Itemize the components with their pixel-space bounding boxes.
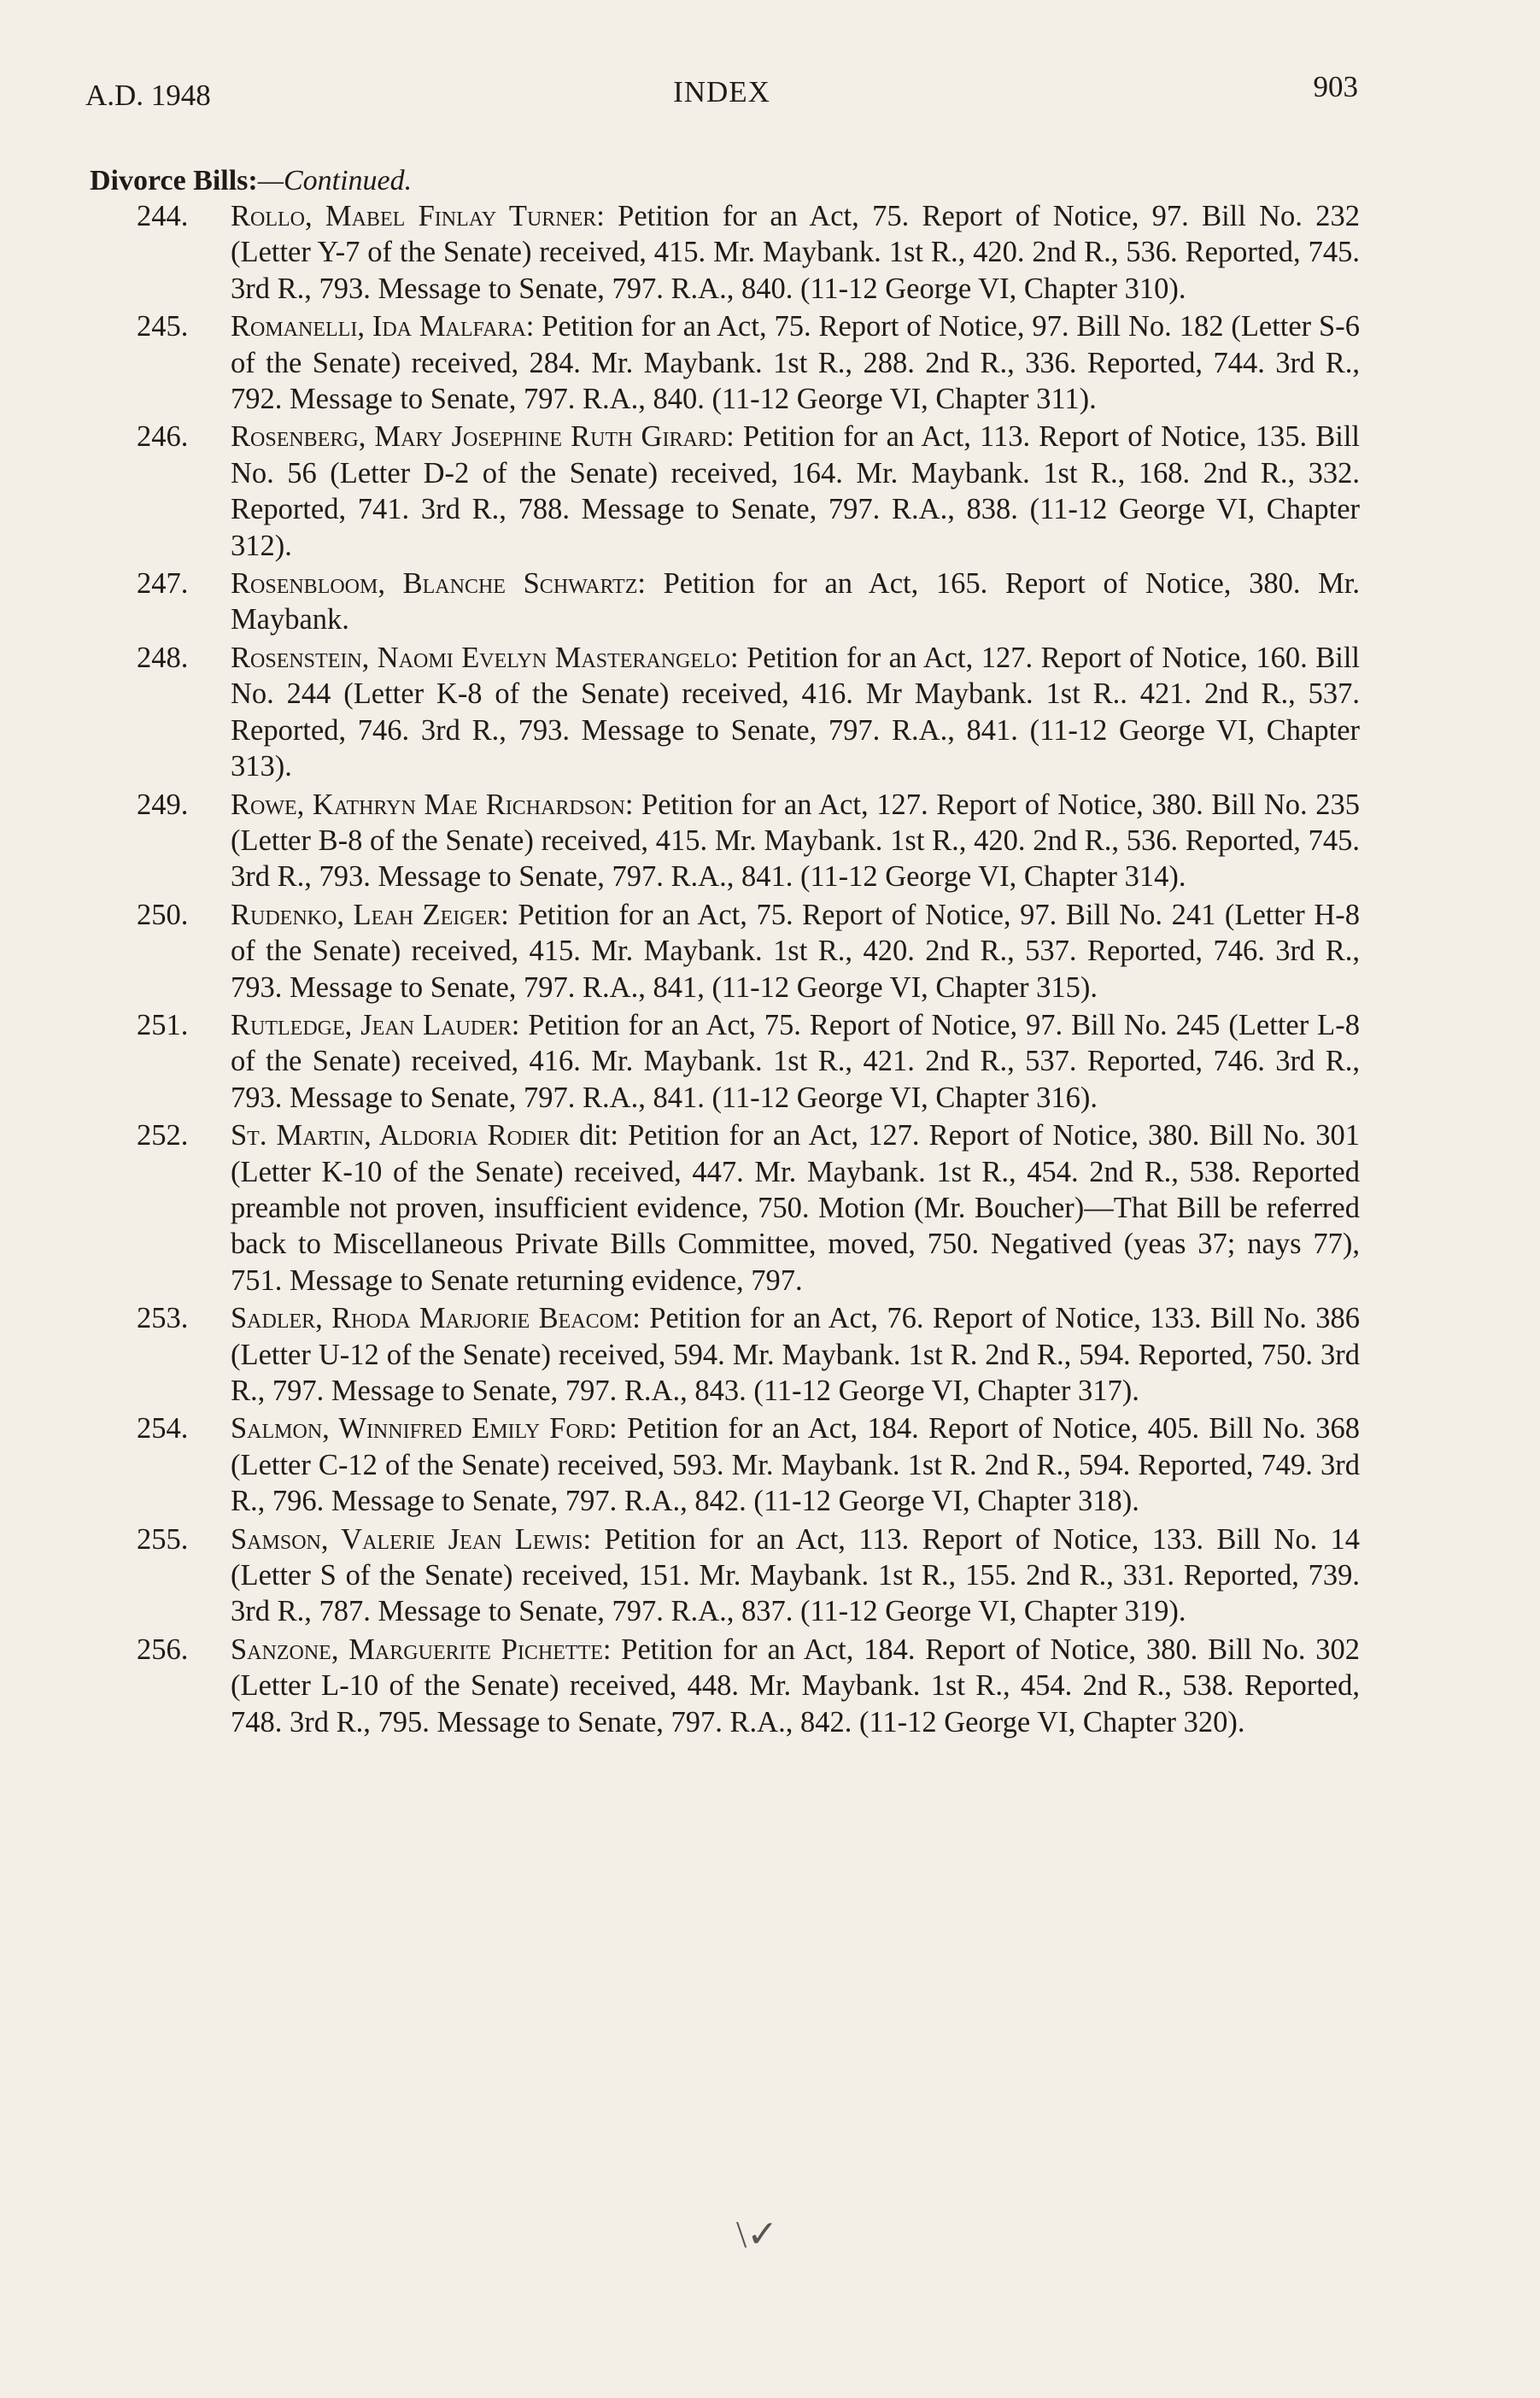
entry-details: : Petition for an Act, 165. Report of Notice, 380. Mr. Maybank. bbox=[231, 567, 1360, 636]
entry-details: : Petition for an Act, 113. Report of Notice, 133. Bill No. 14 (Letter S of the Senate) received, 151. Mr. Maybank. 1st R., 155. 2nd R., 331. Reported, 739. 3rd R., 787. Message to Senate, 797. R.A., 837. (11-12 George VI, Chapter 319). bbox=[231, 1522, 1361, 1628]
entry-details: : Petition for an Act, 75. Report of Notice, 97. Bill No. 182 (Letter S-6 of the Senate) received, 284. Mr. Maybank. 1st R., 288. 2nd R., 336. Reported, 744. 3rd R., 792. Message to Senate, 797. R.A., 840. (11-12 George VI, Chapter 311). bbox=[231, 310, 1360, 416]
entry-name: Rowe, Kathryn Mae Richardson bbox=[231, 788, 625, 821]
entry-details: : Petition for an Act, 184. Report of Notice, 405. Bill No. 368 (Letter C-12 of the Senate) received, 593. Mr. Maybank. 1st R. 2nd R., 594. Reported, 749. 3rd R., 796. Message to Senate, 797. R.A., 842. (11-12 George VI, Chapter 318). bbox=[231, 1412, 1360, 1518]
page-number: 903 bbox=[1313, 70, 1358, 103]
entry-number: 250. bbox=[137, 898, 189, 931]
header-title: INDEX bbox=[673, 75, 770, 108]
index-entry bbox=[137, 1300, 1360, 1409]
entry-text bbox=[231, 308, 1360, 417]
entry-number: 255. bbox=[137, 1522, 189, 1556]
entry-text bbox=[231, 1117, 1360, 1299]
index-entry bbox=[137, 1410, 1360, 1519]
index-entry bbox=[137, 308, 1360, 417]
entry-text bbox=[231, 1521, 1360, 1630]
entry-text bbox=[231, 1410, 1360, 1519]
entry-number: 248. bbox=[137, 641, 189, 674]
check-mark: \✓ bbox=[736, 2213, 779, 2255]
entry-name: Sadler, Rhoda Marjorie Beacom bbox=[231, 1302, 633, 1335]
index-entry bbox=[137, 198, 1360, 307]
entry-name: Rosenbloom, Blanche Schwartz bbox=[231, 567, 638, 601]
entry-number: 246. bbox=[137, 420, 189, 454]
index-entry bbox=[137, 640, 1360, 785]
page-header bbox=[85, 70, 1358, 121]
entry-number: 249. bbox=[137, 788, 189, 821]
entry-number: 256. bbox=[137, 1633, 189, 1666]
entry-number: 244. bbox=[137, 200, 189, 232]
index-entries bbox=[137, 198, 1360, 1742]
entry-text bbox=[231, 640, 1360, 785]
entry-name: Romanelli, Ida Malfara bbox=[231, 310, 526, 343]
entry-details: : Petition for an Act, 75. Report of Notice, 97. Bill No. 232 (Letter Y-7 of the Senate) received, 415. Mr. Maybank. 1st R., 420. 2nd R., 536. Reported, 745. 3rd R., 793. Message to Senate, 797. R.A., 840. (11-12 George VI, Chapter 310). bbox=[231, 200, 1360, 305]
entry-name: Rosenstein, Naomi Evelyn Masterangelo bbox=[231, 641, 731, 674]
entry-number: 254. bbox=[137, 1412, 189, 1445]
header-year: A.D. 1948 bbox=[85, 79, 211, 112]
section-heading bbox=[90, 164, 412, 198]
entry-details: dit: Petition for an Act, 127. Report of Notice, 380. Bill No. 301 (Letter K-10 of the Senate) received, 447. Mr. Maybank. 1st R., 454. 2nd R., 538. Reported preamble not proven, insufficient evidence, 750. Motion (Mr. Boucher)—That Bill be referred back to Miscellaneous Private Bills Committee, moved, 750. Negatived (yeas 37; nays 77), 751. Message to Senate returning evidence, 797. bbox=[231, 1119, 1360, 1297]
entry-text bbox=[231, 1300, 1360, 1409]
entry-details: : Petition for an Act, 76. Report of Notice, 133. Bill No. 386 (Letter U-12 of the Senate) received, 594. Mr. Maybank. 1st R. 2nd R., 594. Reported, 750. 3rd R., 797. Message to Senate, 797. R.A., 843. (11-12 George VI, Chapter 317). bbox=[231, 1302, 1360, 1407]
entry-text bbox=[231, 897, 1360, 1006]
entry-details: : Petition for an Act, 184. Report of Notice, 380. Bill No. 302 (Letter L-10 of the Senate) received, 448. Mr. Maybank. 1st R., 454. 2nd R., 538. Reported, 748. 3rd R., 795. Message to Senate, 797. R.A., 842. (11-12 George VI, Chapter 320). bbox=[231, 1633, 1361, 1738]
entry-number: 247. bbox=[137, 567, 189, 601]
entry-details: : Petition for an Act, 113. Report of Notice, 135. Bill No. 56 (Letter D-2 of the Senate) received, 164. Mr. Maybank. 1st R., 168. 2nd R., 332. Reported, 741. 3rd R., 788. Message to Senate, 797. R.A., 838. (11-12 George VI, Chapter 312). bbox=[231, 420, 1360, 562]
index-entry bbox=[137, 1521, 1360, 1630]
index-entry bbox=[137, 897, 1360, 1006]
index-entry bbox=[137, 419, 1360, 564]
section-subtitle: —Continued. bbox=[257, 165, 413, 196]
index-entry bbox=[137, 787, 1360, 895]
entry-name: Samson, Valerie Jean Lewis bbox=[231, 1522, 583, 1556]
entry-name: Salmon, Winnifred Emily Ford bbox=[231, 1412, 610, 1445]
section-title: Divorce Bills: bbox=[90, 165, 258, 196]
index-entry bbox=[137, 1117, 1360, 1299]
index-entry bbox=[137, 1632, 1360, 1740]
entry-number: 253. bbox=[137, 1302, 189, 1335]
entry-details: : Petition for an Act, 75. Report of Notice, 97. Bill No. 245 (Letter L-8 of the Senate) received, 416. Mr. Maybank. 1st R., 421. 2nd R., 537. Reported, 746. 3rd R., 793. Message to Senate, 797. R.A., 841. (11-12 George VI, Chapter 316). bbox=[231, 1008, 1360, 1114]
index-entry bbox=[137, 566, 1360, 638]
entry-details: : Petition for an Act, 127. Report of Notice, 160. Bill No. 244 (Letter K-8 of the Senate) received, 416. Mr Maybank. 1st R.. 421. 2nd R., 537. Reported, 746. 3rd R., 793. Message to Senate, 797. R.A., 841. (11-12 George VI, Chapter 313). bbox=[231, 641, 1360, 783]
entry-details: : Petition for an Act, 75. Report of Notice, 97. Bill No. 241 (Letter H-8 of the Senate) received, 415. Mr. Maybank. 1st R., 420. 2nd R., 537. Reported, 746. 3rd R., 793. Message to Senate, 797. R.A., 841, (11-12 George VI, Chapter 315). bbox=[231, 898, 1360, 1004]
entry-text bbox=[231, 787, 1360, 895]
entry-text bbox=[231, 198, 1360, 307]
entry-number: 245. bbox=[137, 310, 189, 343]
entry-name: Rutledge, Jean Lauder bbox=[231, 1008, 512, 1041]
entry-number: 251. bbox=[137, 1008, 189, 1041]
entry-number: 252. bbox=[137, 1119, 189, 1152]
entry-text bbox=[231, 1007, 1360, 1116]
entry-name: St. Martin, Aldoria Rodier bbox=[231, 1119, 570, 1152]
entry-name: Rollo, Mabel Finlay Turner bbox=[231, 200, 597, 232]
entry-text bbox=[231, 1632, 1360, 1740]
entry-name: Sanzone, Marguerite Pichette bbox=[231, 1633, 603, 1666]
entry-name: Rosenberg, Mary Josephine Ruth Girard bbox=[231, 420, 727, 454]
entry-name: Rudenko, Leah Zeiger bbox=[231, 898, 501, 931]
entry-text bbox=[231, 566, 1360, 638]
index-entry bbox=[137, 1007, 1360, 1116]
entry-details: : Petition for an Act, 127. Report of Notice, 380. Bill No. 235 (Letter B-8 of the Senate) received, 415. Mr. Maybank. 1st R., 420. 2nd R., 536. Reported, 745. 3rd R., 793. Message to Senate, 797. R.A., 841. (11-12 George VI, Chapter 314). bbox=[231, 788, 1361, 894]
entry-text bbox=[231, 419, 1360, 564]
